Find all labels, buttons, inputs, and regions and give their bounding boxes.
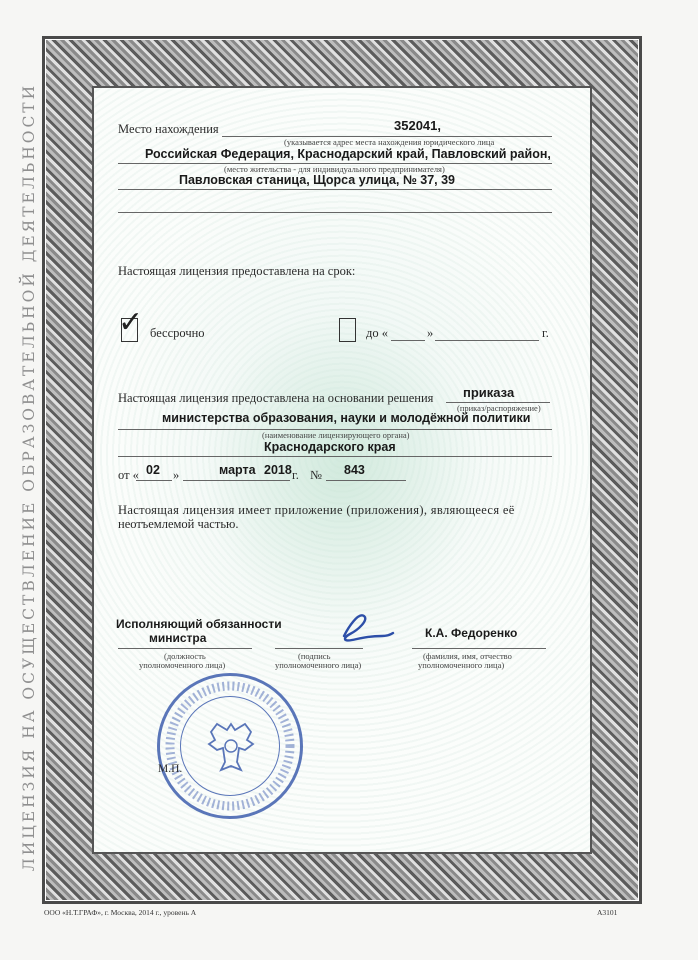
decision-year: 2018 bbox=[264, 463, 292, 477]
sign-hint-2: уполномоченного лица) bbox=[275, 660, 362, 670]
term-intro: Настоящая лицензия предоставлена на срок: bbox=[118, 264, 356, 278]
until-month-line bbox=[435, 340, 539, 341]
basis-intro: Настоящая лицензия предоставлена на основании решения bbox=[118, 391, 434, 405]
signer-position-1: Исполняющий обязанности bbox=[116, 617, 282, 631]
location-hint-2: (место жительства - для индивидуального предпринимателя) bbox=[224, 164, 445, 174]
double-headed-eagle-icon bbox=[203, 716, 259, 776]
name-hint-2: уполномоченного лица) bbox=[418, 660, 505, 670]
decision-number-line bbox=[326, 480, 406, 481]
address-line-1: Российская Федерация, Краснодарский край, Павловский район, bbox=[145, 147, 551, 161]
location-label: Место нахождения bbox=[118, 122, 219, 136]
location-line-4 bbox=[118, 212, 552, 213]
signer-position-2: министра bbox=[149, 631, 207, 645]
decision-number-sign: № bbox=[310, 468, 322, 482]
appendix-text-1: Настоящая лицензия имеет приложение (приложения), являющееся её bbox=[118, 503, 515, 517]
decision-year-suffix: г. bbox=[292, 468, 299, 482]
location-hint-1: (указывается адрес места нахождения юридического лица bbox=[284, 137, 495, 147]
organ-line-2: Краснодарского края bbox=[264, 440, 396, 454]
decision-day-line bbox=[136, 480, 172, 481]
decision-month: марта bbox=[219, 463, 256, 477]
position-hint-1: (должность bbox=[164, 651, 206, 661]
appendix-text-2: неотъемлемой частью. bbox=[118, 517, 239, 531]
until-day-line bbox=[391, 340, 425, 341]
indefinite-label: бессрочно bbox=[150, 326, 205, 340]
signer-position-line bbox=[118, 648, 252, 649]
basis-doc-type-hint: (приказ/распоряжение) bbox=[457, 403, 541, 413]
organ-line-1: министерства образования, науки и молодёжной политики bbox=[162, 411, 531, 425]
stamp-place: М.П. bbox=[158, 763, 183, 775]
location-line-3 bbox=[118, 189, 552, 190]
basis-doc-type: приказа bbox=[463, 385, 515, 400]
organ-hint: (наименование лицензирующего органа) bbox=[262, 430, 410, 440]
decision-day: 02 bbox=[146, 463, 160, 477]
side-title: ЛИЦЕНЗИЯ НА ОСУЩЕСТВЛЕНИЕ ОБРАЗОВАТЕЛЬНОЙ ДЕЯТЕЛЬНОСТИ bbox=[20, 82, 38, 872]
name-hint-1: (фамилия, имя, отчество bbox=[423, 651, 512, 661]
until-prefix: до « bbox=[366, 326, 388, 340]
signature-scribble bbox=[336, 606, 396, 646]
decision-month-line bbox=[183, 480, 290, 481]
form-code: А3101 bbox=[597, 908, 618, 917]
check-mark-icon: ✓ bbox=[118, 305, 144, 340]
from-prefix: от « bbox=[118, 468, 139, 482]
postal-code: 352041, bbox=[394, 118, 441, 133]
signature-line bbox=[275, 648, 363, 649]
signer-name: К.А. Федоренко bbox=[425, 626, 518, 640]
official-seal bbox=[157, 673, 303, 819]
position-hint-2: уполномоченного лица) bbox=[139, 660, 226, 670]
until-year-suffix: г. bbox=[542, 326, 549, 340]
printer-footer: ООО «Н.Т.ГРАФ», г. Москва, 2014 г., уровень А bbox=[44, 908, 197, 917]
from-day-close: » bbox=[173, 468, 180, 482]
until-mid: » bbox=[427, 326, 434, 340]
address-line-2: Павловская станица, Щорса улица, № 37, 39 bbox=[179, 173, 456, 187]
until-checkbox bbox=[339, 318, 356, 342]
decision-number: 843 bbox=[344, 463, 365, 477]
signer-name-line bbox=[412, 648, 546, 649]
sign-hint-1: (подпись bbox=[298, 651, 331, 661]
organ-line-2-underline bbox=[118, 456, 552, 457]
